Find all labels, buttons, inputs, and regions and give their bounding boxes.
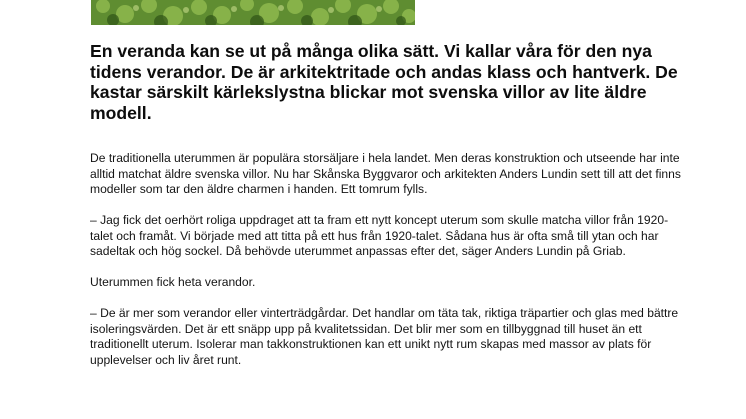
article-headline: En veranda kan se ut på många olika sätt. Vi kallar våra för den nya tidens verandor. De är arkitektritade och andas klass och hantverk. De kastar särskilt kärlekslystna blickar mot svenska villor av lite äldre modell. <box>90 41 678 123</box>
paragraph-name: Uterummen fick heta verandor. <box>90 275 256 289</box>
leafy-garden-photo-icon <box>91 0 415 25</box>
paragraph-intro: De traditionella uterummen är populära storsäljare i hela landet. Men deras konstruktion och utseende har inte alltid matchat äldre svenska villor. Nu har Skånska Byggvaror och arkitekten Anders Lundin sett till att det finns modeller som tar den äldre charmen i handen. Ett tomrum fylls. <box>90 151 681 196</box>
paragraph-quote-verandas: – De är mer som verandor eller vinterträdgårdar. Det handlar om täta tak, riktiga träpartier och glas med bättre isoleringsvärden. Det är ett snäpp upp på kvalitetssidan. Det blir mer som en tillbyggnad till huset än ett traditionellt uterum. Isolerar man takkonstruktionen kan ett unikt nytt rum skapas med massor av plats för upplevelser och liv året runt. <box>90 306 679 367</box>
article-body <box>90 151 690 384</box>
garden-photo <box>91 0 415 25</box>
paragraph-quote-lundin: – Jag fick det oerhört roliga uppdraget att ta fram ett nytt koncept uterum som skulle matcha villor från 1920-talet och framåt. Vi började med att titta på ett hus från 1920-talet. Sådana hus är ofta små till ytan och har sadeltak och hög sockel. Då behövde uterummet anpassas efter det, säger Anders Lundin på Griab. <box>90 213 669 258</box>
